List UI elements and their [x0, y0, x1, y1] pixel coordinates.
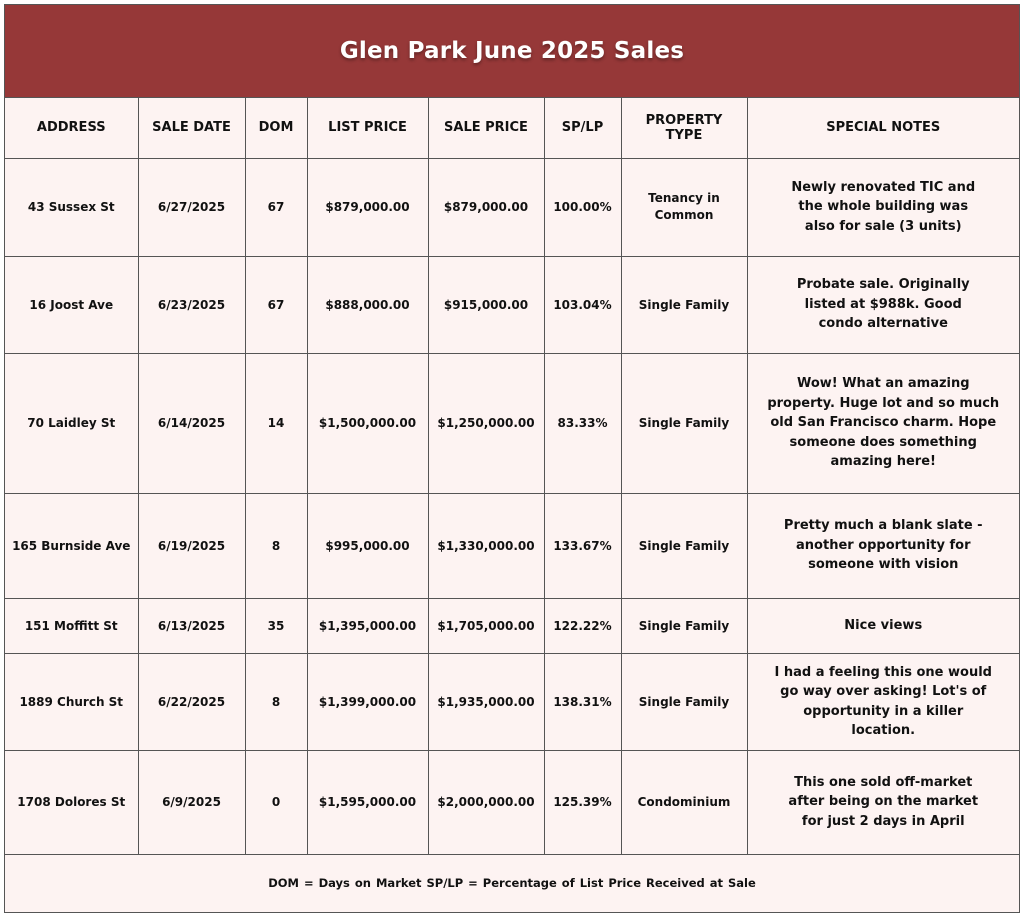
cell-dom: 14	[245, 353, 307, 493]
notes-text: This one sold off-market after being on the market for just 2 days in April	[788, 774, 979, 829]
header-row	[5, 98, 1019, 158]
cell-sale-date: 6/13/2025	[138, 598, 245, 653]
cell-special-notes	[747, 750, 1019, 854]
column-header-sale-date: SALE DATE	[138, 98, 245, 158]
cell-sale-price: $1,705,000.00	[428, 598, 544, 653]
cell-list-price: $1,595,000.00	[307, 750, 428, 854]
column-header-dom: DOM	[245, 98, 307, 158]
cell-special-notes	[747, 493, 1019, 598]
cell-dom: 0	[245, 750, 307, 854]
cell-sale-price: $1,935,000.00	[428, 653, 544, 750]
cell-dom: 8	[245, 653, 307, 750]
cell-dom: 67	[245, 158, 307, 256]
notes-text: I had a feeling this one would go way over asking! Lot's of opportunity in a killer location.	[774, 664, 992, 738]
table-row	[5, 653, 1019, 750]
column-header-property-type: PROPERTY TYPE	[621, 98, 747, 158]
legend-footnote: DOM = Days on Market SP/LP = Percentage of List Price Received at Sale	[268, 875, 756, 890]
cell-address: 151 Moffitt St	[5, 598, 138, 653]
cell-sale-date: 6/9/2025	[138, 750, 245, 854]
column-header-address: ADDRESS	[5, 98, 138, 158]
cell-sale-date: 6/19/2025	[138, 493, 245, 598]
cell-sp-lp: 103.04%	[544, 256, 621, 353]
table-row	[5, 158, 1019, 256]
cell-sale-price: $915,000.00	[428, 256, 544, 353]
cell-sale-date: 6/22/2025	[138, 653, 245, 750]
cell-property-type: Single Family	[621, 256, 747, 353]
cell-sale-price: $1,330,000.00	[428, 493, 544, 598]
sales-sheet	[4, 4, 1020, 913]
column-header-sp-lp: SP/LP	[544, 98, 621, 158]
cell-special-notes	[747, 598, 1019, 653]
column-header-list-price: LIST PRICE	[307, 98, 428, 158]
cell-property-type: Single Family	[621, 653, 747, 750]
notes-text: Wow! What an amazing property. Huge lot and so much old San Francisco charm. Hope someone does something amazing here!	[767, 376, 1000, 470]
cell-address: 16 Joost Ave	[5, 256, 138, 353]
cell-property-type	[621, 158, 747, 256]
table-row	[5, 493, 1019, 598]
cell-address: 1708 Dolores St	[5, 750, 138, 854]
cell-sale-date: 6/14/2025	[138, 353, 245, 493]
cell-property-type: Condominium	[621, 750, 747, 854]
property-type-text: Tenancy in Common	[648, 190, 720, 222]
cell-list-price: $888,000.00	[307, 256, 428, 353]
cell-sale-price: $1,250,000.00	[428, 353, 544, 493]
cell-sale-price: $879,000.00	[428, 158, 544, 256]
cell-list-price: $879,000.00	[307, 158, 428, 256]
notes-text: Pretty much a blank slate - another opportunity for someone with vision	[783, 518, 983, 573]
notes-text: Probate sale. Originally listed at $988k. Good condo alternative	[796, 277, 970, 332]
column-header-sale-price: SALE PRICE	[428, 98, 544, 158]
table-row	[5, 598, 1019, 653]
table-row	[5, 750, 1019, 854]
column-header-special-notes: SPECIAL NOTES	[747, 98, 1019, 158]
table-row	[5, 256, 1019, 353]
cell-sp-lp: 138.31%	[544, 653, 621, 750]
cell-sp-lp: 83.33%	[544, 353, 621, 493]
cell-address: 1889 Church St	[5, 653, 138, 750]
page-title: Glen Park June 2025 Sales	[339, 38, 685, 64]
cell-list-price: $995,000.00	[307, 493, 428, 598]
cell-list-price: $1,395,000.00	[307, 598, 428, 653]
cell-address: 70 Laidley St	[5, 353, 138, 493]
cell-property-type: Single Family	[621, 493, 747, 598]
table-row	[5, 353, 1019, 493]
cell-special-notes	[747, 256, 1019, 353]
cell-list-price: $1,399,000.00	[307, 653, 428, 750]
cell-address: 165 Burnside Ave	[5, 493, 138, 598]
cell-special-notes	[747, 353, 1019, 493]
cell-property-type: Single Family	[621, 598, 747, 653]
cell-sp-lp: 125.39%	[544, 750, 621, 854]
cell-property-type: Single Family	[621, 353, 747, 493]
cell-dom: 8	[245, 493, 307, 598]
title-banner	[5, 5, 1019, 98]
cell-list-price: $1,500,000.00	[307, 353, 428, 493]
notes-text: Newly renovated TIC and the whole building was also for sale (3 units)	[791, 179, 976, 234]
cell-dom: 35	[245, 598, 307, 653]
cell-sale-price: $2,000,000.00	[428, 750, 544, 854]
cell-dom: 67	[245, 256, 307, 353]
cell-special-notes	[747, 653, 1019, 750]
notes-text: Nice views	[844, 617, 923, 633]
cell-special-notes	[747, 158, 1019, 256]
sales-table	[5, 98, 1019, 855]
cell-sale-date: 6/23/2025	[138, 256, 245, 353]
cell-sp-lp: 133.67%	[544, 493, 621, 598]
cell-sale-date: 6/27/2025	[138, 158, 245, 256]
cell-sp-lp: 100.00%	[544, 158, 621, 256]
cell-address: 43 Sussex St	[5, 158, 138, 256]
cell-sp-lp: 122.22%	[544, 598, 621, 653]
